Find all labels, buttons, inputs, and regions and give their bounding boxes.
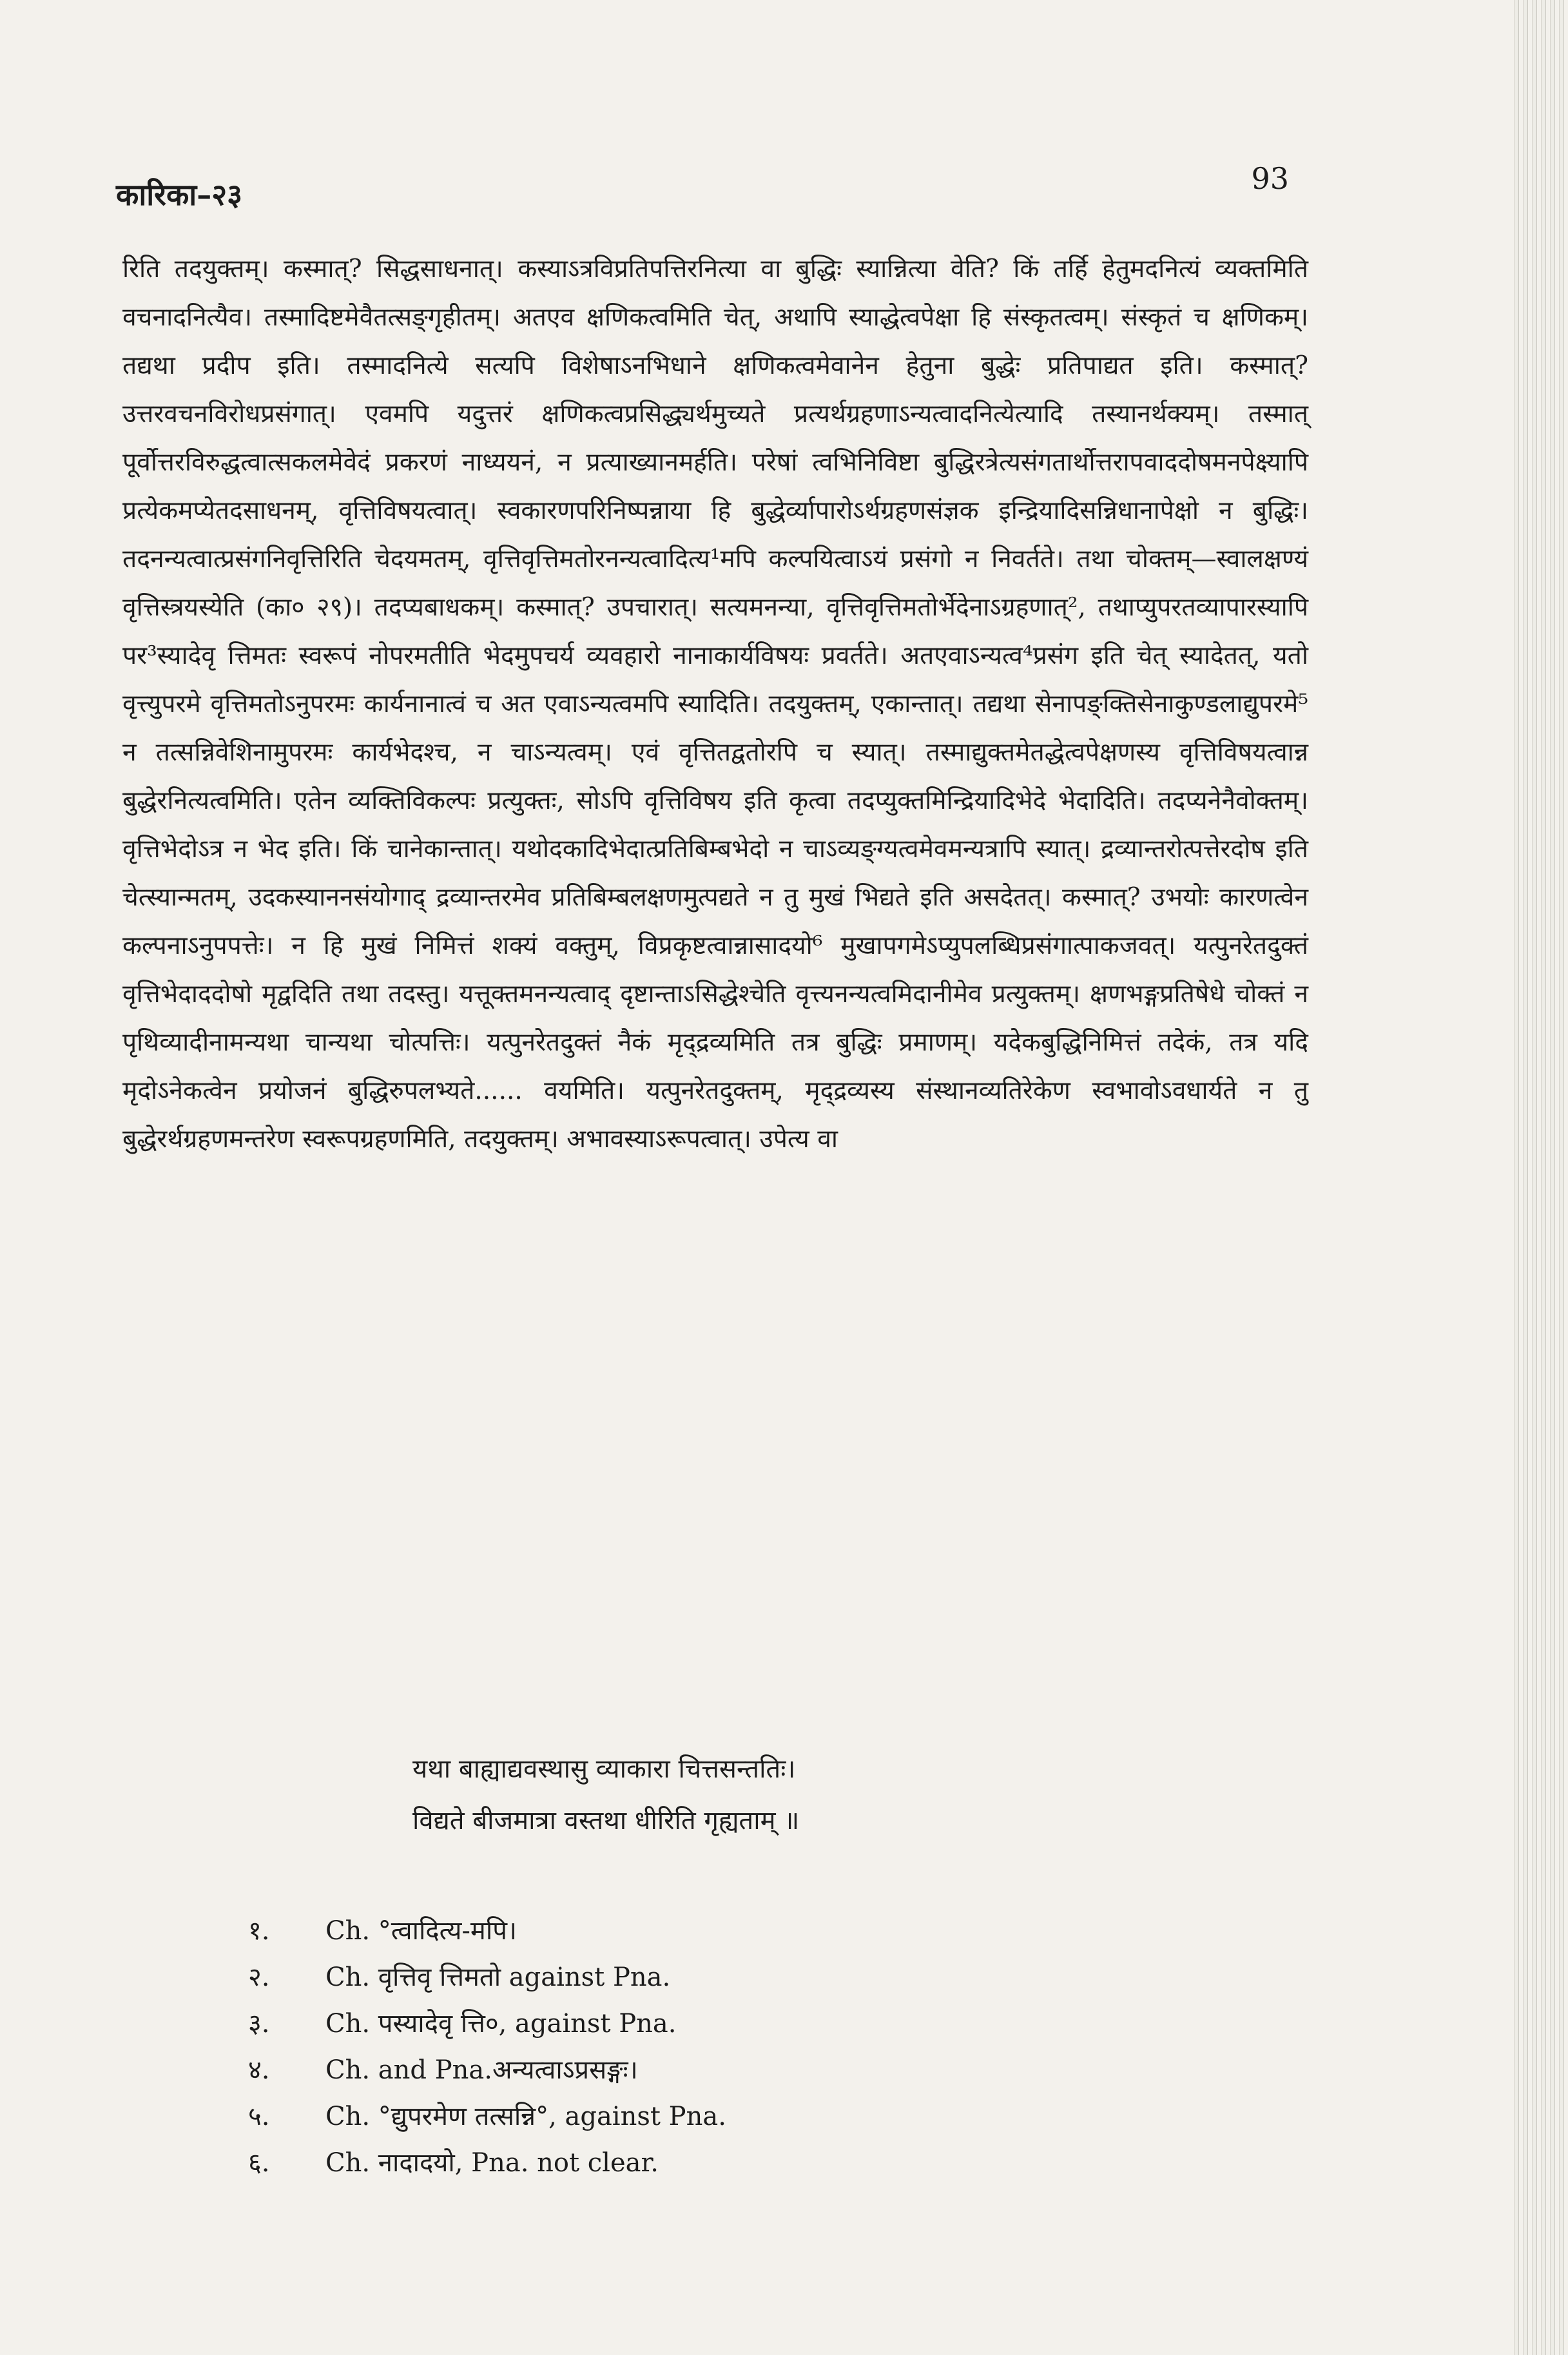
commentary-text: रिति तदयुक्तम्। कस्मात्? सिद्धसाधनात्। कस्याऽत्रविप्रतिपत्तिरनित्या वा बुद्धिः स्यान्नित्या वेति? किं तर्हि हेतुमदनित्यं व्यक्तमिति वचनादनित्यैव। तस्मादिष्टमेवैतत्सङ्गृहीतम्। अतएव क्षणिकत्वमिति चेत्, अथापि स्याद्धेत्वपेक्षा हि संस्कृतत्वम्। संस्कृतं च क्षणिकम्। तद्यथा प्रदीप इति। तस्मादनित्ये सत्यपि विशेषाऽनभिधाने क्षणिकत्वमेवानेन हेतुना बुद्धेः प्रतिपाद्यत इति। कस्मात्? उत्तरवचनविरोधप्रसंगात्। एवमपि यदुत्तरं क्षणिकत्वप्रसिद्ध्यर्थमुच्यते प्रत्यर्थग्रहणाऽन्यत्वादनित्येत्यादि तस्यानर्थक्यम्। तस्मात् पूर्वोत्तरविरुद्धत्वात्सकलमेवेदं प्रकरणं नाध्ययनं, न प्रत्याख्यानमर्हति। परेषां त्वभिनिविष्टा बुद्धिरत्रेत्यसंगतार्थोत्तरापवाददोषमनपेक्ष्यापि प्रत्येकमप्येतदसाधनम्, वृत्तिविषयत्वात्। स्वकारणपरिनिष्पन्नाया हि बुद्धेर्व्यापारोऽर्थग्रहणसंज्ञक इन्द्रियादिसन्निधानापेक्षो न बुद्धिः। तदनन्यत्वात्प्रसंगनिवृत्तिरिति चेदयमतम्, वृत्तिवृत्तिमतोरनन्यत्वादित्य¹मपि कल्पयित्वाऽयं प्रसंगो न निवर्तते। तथा चोक्तम्—स्वालक्षण्यं वृत्तिस्त्रयस्येति (का० २९)। तदप्यबाधकम्। कस्मात्? उपचारात्। सत्यमनन्या, वृत्तिवृत्तिमतोर्भेदेनाऽग्रहणात्², तथाप्युपरतव्यापारस्यापि पर³स्यादेवृ त्तिमतः स्वरूपं नोपरमतीति भेदमुपचर्य व्यवहारो नानाकार्यविषयः प्रवर्तते। अतएवाऽन्यत्व⁴प्रसंग इति चेत् स्यादेतत्, यतो वृत्त्युपरमे वृत्तिमतोऽनुपरमः कार्यनानात्वं च अत एवाऽन्यत्वमपि स्यादिति। तदयुक्तम्, एकान्तात्। तद्यथा सेनापङ्क्तिसेनाकुण्डलाद्युपरमे⁵ न तत्सन्निवेशिनामुपरमः कार्यभेदश्च, न चाऽन्यत्वम्। एवं वृत्तितद्वतोरपि च स्यात्। तस्माद्युक्तमेतद्धेत्वपेक्षणस्य वृत्तिविषयत्वान्न बुद्धेरनित्यत्वमिति। एतेन व्यक्तिविकल्पः प्रत्युक्तः, सोऽपि वृत्तिविषय इति कृत्वा तदप्युक्तमिन्द्रियादिभेदे भेदादिति। तदप्यनेनैवोक्तम्। वृत्तिभेदोऽत्र न भेद इति। किं चानेकान्तात्। यथोदकादिभेदात्प्रतिबिम्बभेदो न चाऽव्यङ्ग्यत्वमेवमन्यत्रापि स्यात्। द्रव्यान्तरोत्पत्तेरदोष इति चेत्स्यान्मतम्, उदकस्याननसंयोगाद् द्रव्यान्तरमेव प्रतिबिम्बलक्षणमुत्पद्यते न तु मुखं भिद्यते इति असदेतत्। कस्मात्? उभयोः कारणत्वेन कल्पनाऽनुपपत्तेः। न हि मुखं निमित्तं शक्यं वक्तुम्, विप्रकृष्टत्वान्नासादयो⁶ मुखापगमेऽप्युपलब्धिप्रसंगात्पाकजवत्। यत्पुनरेतदुक्तं वृत्तिभेदाददोषो मृद्वदिति तथा तदस्तु। यत्तूक्तमनन्यत्वाद् दृष्टान्ताऽसिद्धेश्चेति वृत्त्यनन्यत्वमिदानीमेव प्रत्युक्तम्। क्षणभङ्गप्रतिषेधे चोक्तं न पृथिव्यादीनामन्यथा चान्यथा चोत्पत्तिः। यत्पुनरेतदुक्तं नैकं मृद्द्रव्यमिति तत्र बुद्धिः प्रमाणम्। यदेकबुद्धिनिमित्तं तदेकं, तत्र यदि मृदोऽनेकत्वेन प्रयोजनं बुद्धिरुपलभ्यते...... वयमिति। यत्पुनरेतदुक्तम्, मृद्द्रव्यस्य संस्थानव्यतिरेकेण स्वभावोऽवधार्यते न तु बुद्धेरर्थग्रहणमन्तरेण स्वरूपग्रहणमिति, तदयुक्तम्। अभावस्याऽरूपत्वात्। उपेत्य वा xyxy=(122,255,1308,1154)
footnote-text: Ch. वृत्तिवृ त्तिमतो against Pna. xyxy=(325,1963,671,1992)
footnote-text: Ch. °त्वादित्य-मपि। xyxy=(325,1916,518,1946)
footnote-text: Ch. °द्युपरमेण तत्सन्नि°, against Pna. xyxy=(325,2102,726,2131)
footnote xyxy=(248,1954,1215,2001)
footnote xyxy=(248,1908,1215,1954)
footnotes xyxy=(248,1908,1215,2186)
footnote-text: Ch. and Pna.अन्यत्वाऽप्रसङ्गः। xyxy=(325,2055,638,2085)
footnote xyxy=(248,2140,1215,2186)
footnote-number: २. xyxy=(248,1963,270,1992)
footnote-number: ५. xyxy=(248,2102,270,2131)
footnote-number: १. xyxy=(248,1916,270,1946)
page-header xyxy=(116,161,1289,219)
footnote xyxy=(248,2001,1215,2047)
footnote-text: Ch. नादादयो, Pna. not clear. xyxy=(325,2148,659,2178)
page-number: 93 xyxy=(1251,161,1289,196)
karika-label: कारिका–२३ xyxy=(116,177,243,212)
footnote-number: ३. xyxy=(248,2009,270,2039)
footnote-text: Ch. पस्यादेवृ त्ति०, against Pna. xyxy=(325,2009,677,2039)
footnote xyxy=(248,2093,1215,2140)
page-binding-edge xyxy=(1510,0,1568,2355)
verse-line: विद्यते बीजमात्रा वस्तथा धीरिति गृह्यताम् ॥ xyxy=(412,1806,800,1836)
footnote xyxy=(248,2047,1215,2093)
footnote-number: ६. xyxy=(248,2148,270,2178)
verse-block xyxy=(412,1743,1121,1846)
verse-line: यथा बाह्याद्यवस्थासु व्याकारा चित्तसन्ततिः। xyxy=(412,1754,796,1784)
footnote-number: ४. xyxy=(248,2055,270,2085)
